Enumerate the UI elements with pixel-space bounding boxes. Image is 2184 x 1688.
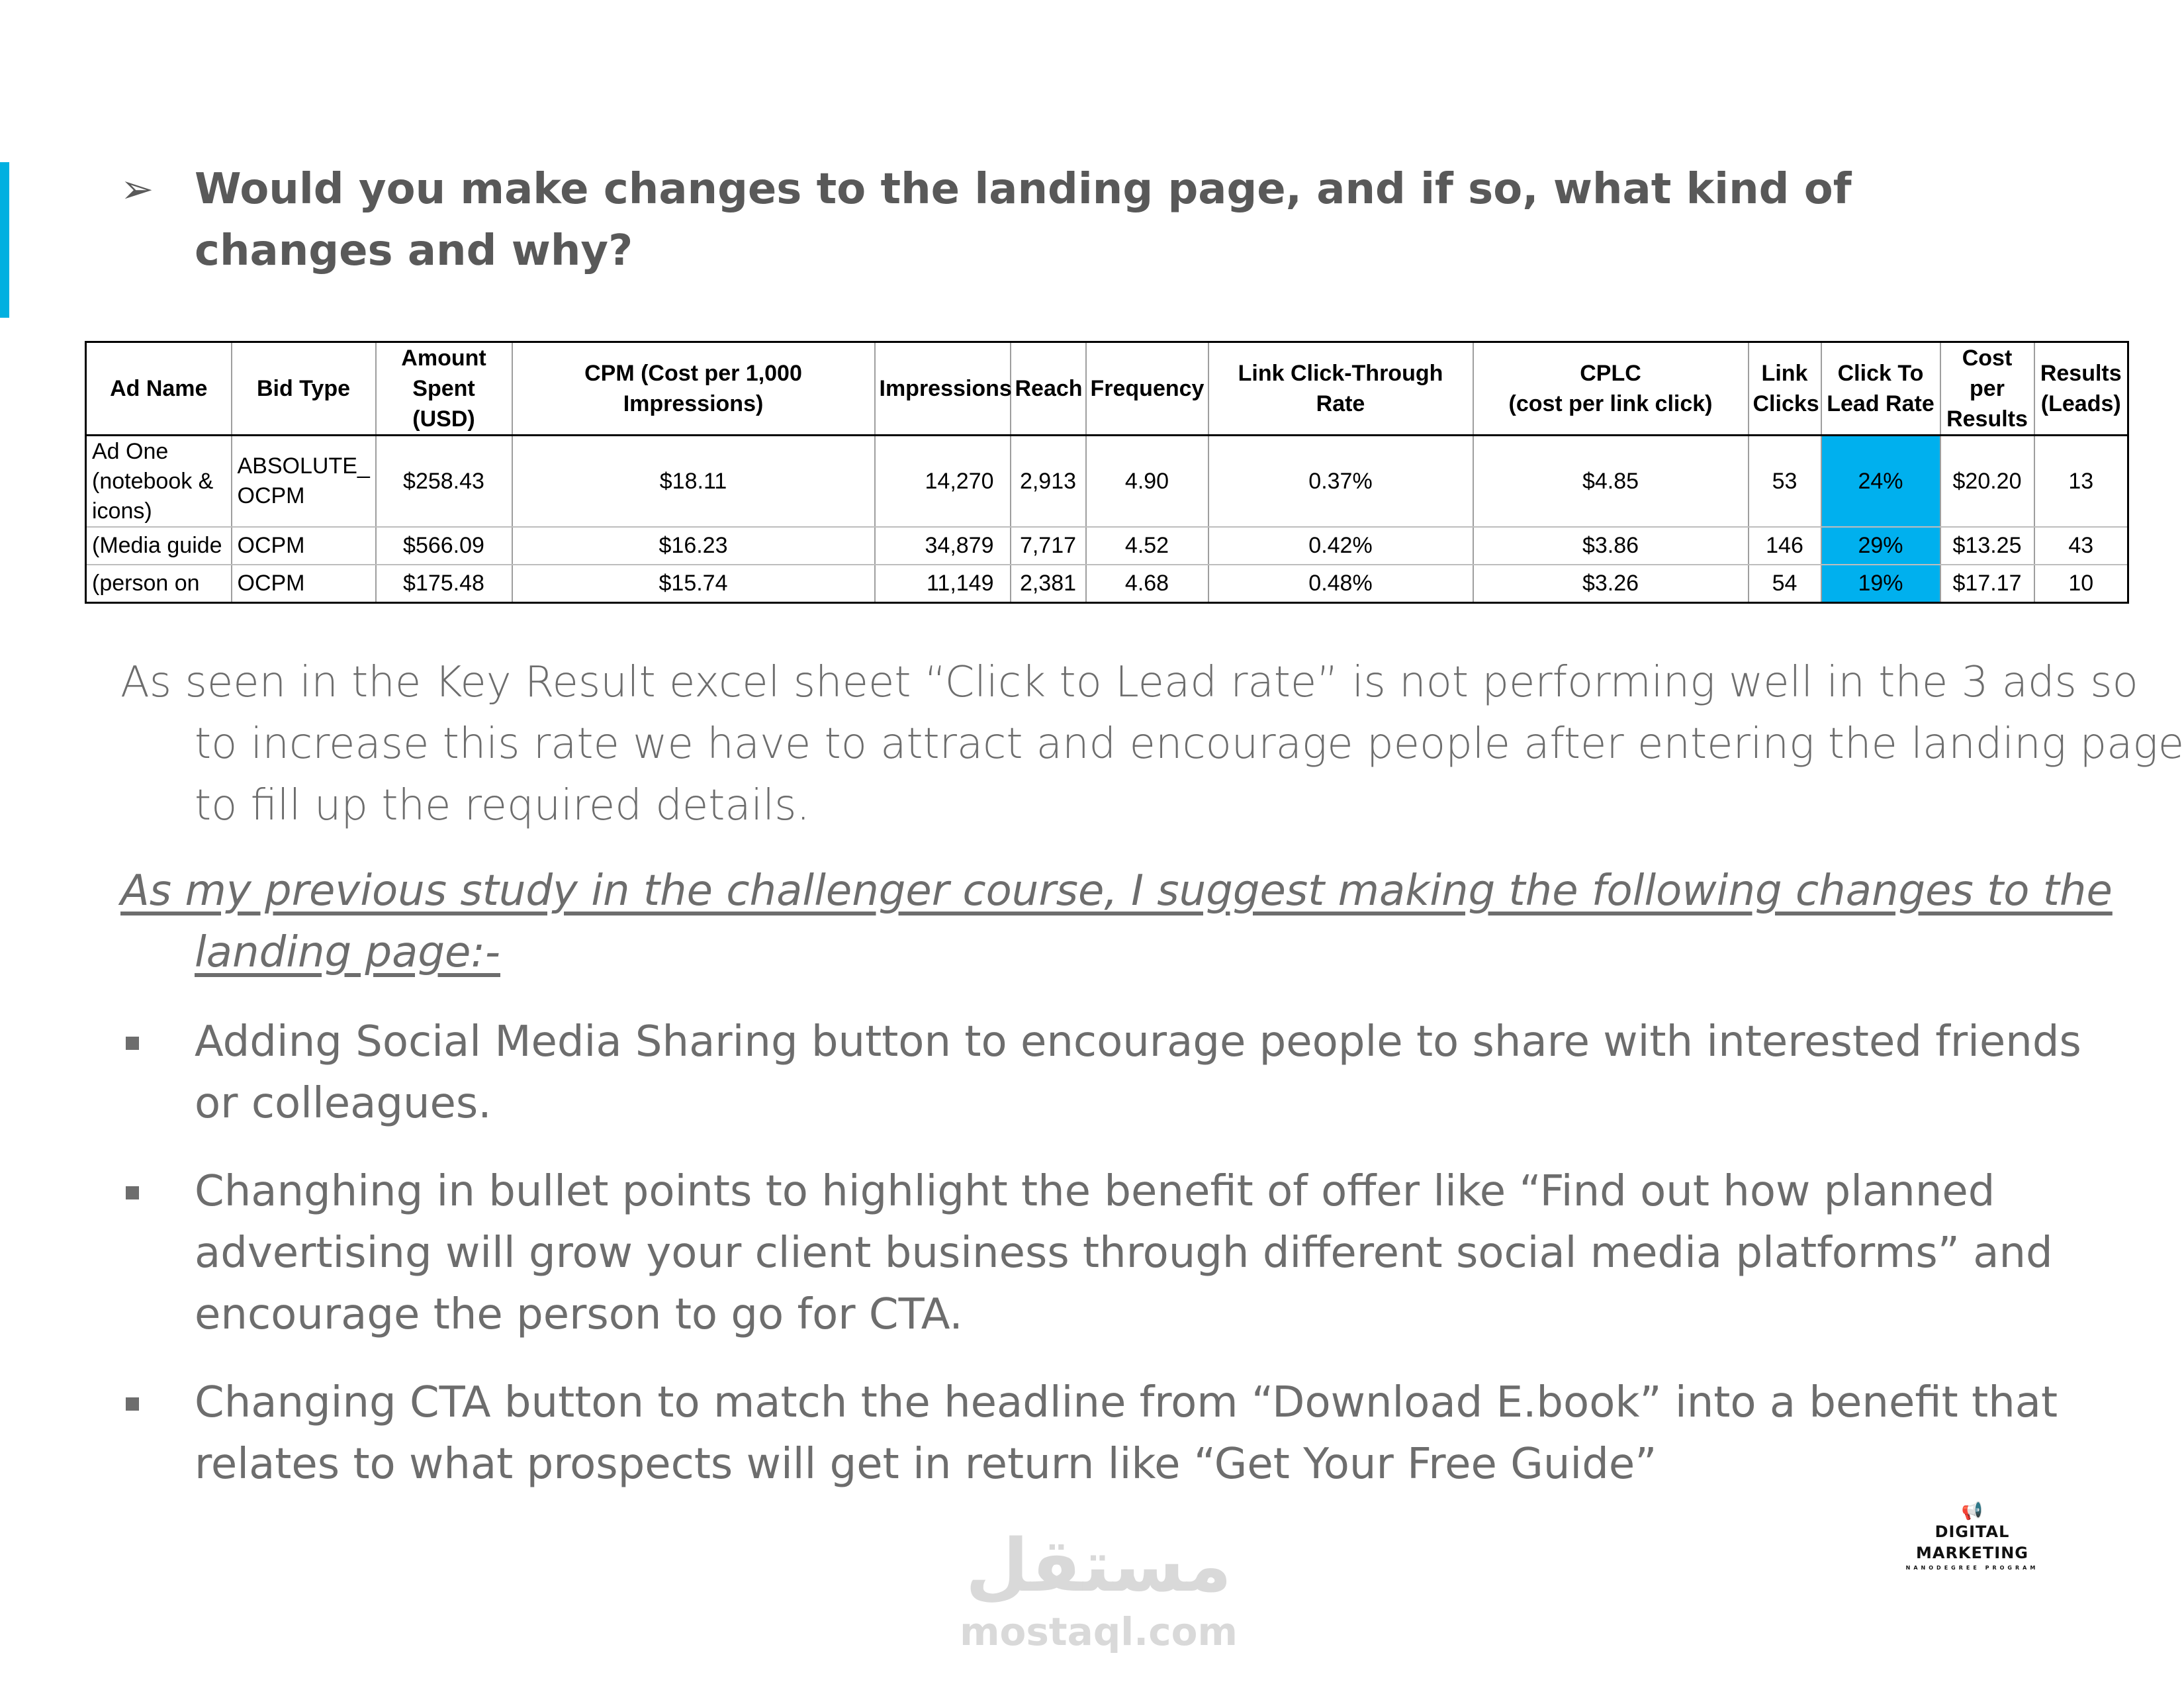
- cell-impressions: 34,879: [875, 527, 1011, 565]
- cell-bid-type: OCPM: [232, 565, 376, 603]
- table-row: [86, 527, 2128, 565]
- cell-ad-name: Ad One (notebook & icons): [86, 436, 232, 528]
- cell-frequency: 4.68: [1086, 565, 1208, 603]
- question-heading: [120, 159, 2040, 282]
- header-cpm: CPM (Cost per 1,000 Impressions): [512, 342, 875, 436]
- cell-link-clicks: 146: [1749, 527, 1821, 565]
- header-results: Results (Leads): [2034, 342, 2128, 436]
- cell-frequency: 4.90: [1086, 436, 1208, 528]
- header-click-to-lead: Click To Lead Rate: [1821, 342, 1940, 436]
- header-impressions: Impressions: [875, 342, 1011, 436]
- suggestion-intro: As my previous study in the challenger course, I suggest making the following changes to the landing page:-: [120, 867, 2113, 977]
- cell-cplc: $4.85: [1473, 436, 1749, 528]
- cell-bid-type: ABSOLUTE_ OCPM: [232, 436, 376, 528]
- header-cost-per-result: Cost per Results: [1940, 342, 2034, 436]
- watermark: [940, 1523, 1257, 1655]
- cell-amount-spent: $566.09: [376, 527, 512, 565]
- cell-reach: 2,381: [1011, 565, 1086, 603]
- cell-cplc: $3.26: [1473, 565, 1749, 603]
- cell-bid-type: OCPM: [232, 527, 376, 565]
- square-bullet-icon: [126, 1397, 139, 1411]
- cell-frequency: 4.52: [1086, 527, 1208, 565]
- header-cplc: CPLC (cost per link click): [1473, 342, 1749, 436]
- cell-cpm: $15.74: [512, 565, 875, 603]
- list-item-text: Changhing in bullet points to highlight the benefit of offer like “Find out how planned advertising will grow your client business through different social media platforms” and encourage the person to go for CTA.: [195, 1167, 2053, 1339]
- cell-results: 10: [2034, 565, 2128, 603]
- header-ctr: Link Click-Through Rate: [1208, 342, 1473, 436]
- question-text: Would you make changes to the landing page, and if so, what kind of changes and why?: [195, 165, 1852, 275]
- cell-ctr: 0.42%: [1208, 527, 1473, 565]
- cell-cost-per-result: $13.25: [1940, 527, 2034, 565]
- analysis-paragraph: As seen in the Key Result excel sheet “Click to Lead rate” is not performing well in the 3 ads so to increase this rate we have to attract and encourage people after entering the landing page to fill up the required details.: [120, 658, 2184, 830]
- cell-cpm: $18.11: [512, 436, 875, 528]
- square-bullet-icon: [126, 1037, 139, 1050]
- megaphone-icon: 📢: [1961, 1501, 1983, 1521]
- cell-click-to-lead: 24%: [1821, 436, 1940, 528]
- header-ad-name: Ad Name: [86, 342, 232, 436]
- header-reach: Reach: [1011, 342, 1086, 436]
- cell-ad-name: (person on: [86, 565, 232, 603]
- cell-impressions: 14,270: [875, 436, 1011, 528]
- cell-cpm: $16.23: [512, 527, 875, 565]
- table-row: [86, 436, 2128, 528]
- cell-ctr: 0.37%: [1208, 436, 1473, 528]
- square-bullet-icon: [126, 1186, 139, 1199]
- arrow-bullet-icon: ➢: [120, 166, 154, 212]
- cell-cost-per-result: $20.20: [1940, 436, 2034, 528]
- logo-subtitle: NANODEGREE PROGRAM: [1905, 1565, 2039, 1571]
- cell-cost-per-result: $17.17: [1940, 565, 2034, 603]
- table-row: [86, 565, 2128, 603]
- cell-link-clicks: 54: [1749, 565, 1821, 603]
- results-table-wrapper: [85, 341, 2127, 604]
- cell-cplc: $3.86: [1473, 527, 1749, 565]
- cell-reach: 2,913: [1011, 436, 1086, 528]
- header-frequency: Frequency: [1086, 342, 1208, 436]
- results-table: [85, 341, 2129, 604]
- list-item-text: Changing CTA button to match the headline from “Download E.book” into a benefit that relates to what prospects will get in return like “Get Your Free Guide”: [195, 1378, 2058, 1489]
- digital-marketing-logo: [1893, 1501, 2052, 1573]
- cell-impressions: 11,149: [875, 565, 1011, 603]
- cell-results: 43: [2034, 527, 2128, 565]
- cell-ctr: 0.48%: [1208, 565, 1473, 603]
- cell-reach: 7,717: [1011, 527, 1086, 565]
- logo-title: DIGITAL MARKETING: [1915, 1523, 2028, 1562]
- watermark-latin: mostaql.com: [960, 1609, 1238, 1654]
- list-item-text: Adding Social Media Sharing button to encourage people to share with interested friends or colleagues.: [195, 1017, 2081, 1128]
- accent-bar: [0, 162, 9, 318]
- header-bid-type: Bid Type: [232, 342, 376, 436]
- list-item: [120, 1372, 2119, 1495]
- suggestion-list: [120, 1011, 2119, 1522]
- cell-results: 13: [2034, 436, 2128, 528]
- cell-amount-spent: $258.43: [376, 436, 512, 528]
- watermark-arabic: مستقل: [965, 1523, 1232, 1608]
- header-amount-spent: Amount Spent (USD): [376, 342, 512, 436]
- cell-link-clicks: 53: [1749, 436, 1821, 528]
- list-item: [120, 1011, 2119, 1135]
- header-link-clicks: Link Clicks: [1749, 342, 1821, 436]
- table-header-row: [86, 342, 2128, 436]
- list-item: [120, 1161, 2119, 1346]
- cell-click-to-lead: 29%: [1821, 527, 1940, 565]
- cell-ad-name: (Media guide: [86, 527, 232, 565]
- cell-click-to-lead: 19%: [1821, 565, 1940, 603]
- cell-amount-spent: $175.48: [376, 565, 512, 603]
